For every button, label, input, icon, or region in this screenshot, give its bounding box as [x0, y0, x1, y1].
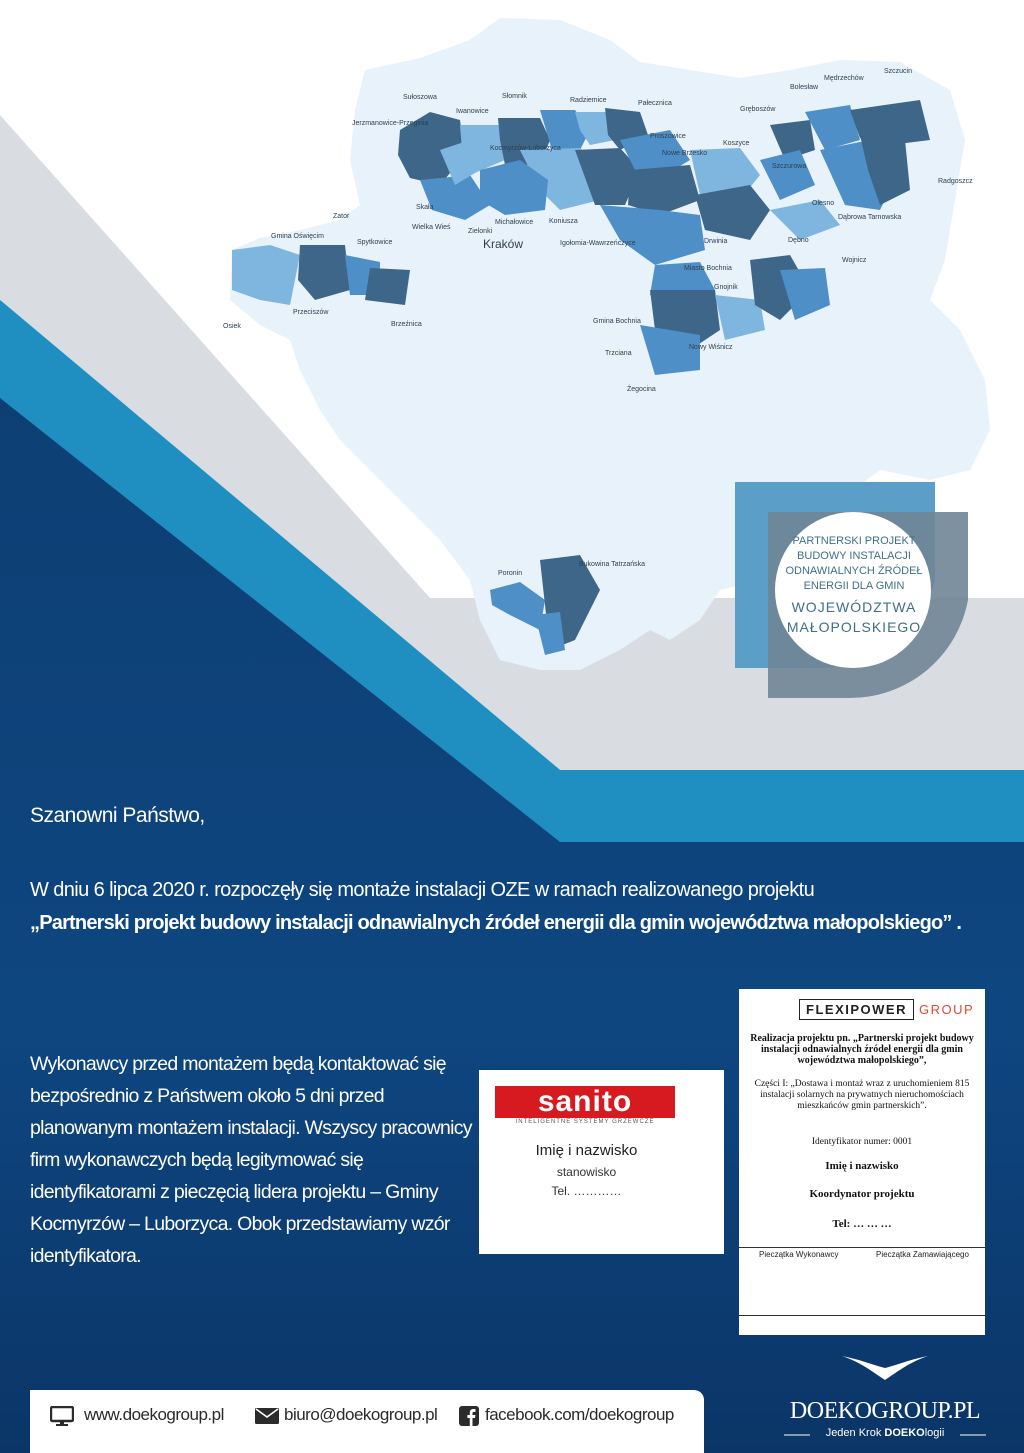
- map-label-suloszowa: Sułoszowa: [403, 94, 437, 101]
- map-label-gmina-bochnia: Gmina Bochnia: [593, 318, 641, 325]
- map-label-koszyce: Koszyce: [723, 140, 750, 147]
- map-label-szczucin: Szczucin: [884, 68, 913, 75]
- map-label-krakow: Kraków: [483, 237, 524, 251]
- intro-text: W dniu 6 lipca 2020 r. rozpoczęły się montaże instalacji OZE w ramach realizowanego projektu: [30, 879, 815, 901]
- map-label-kocmyrzow: Kocmyrzów-Luborzyca: [490, 145, 561, 152]
- map-label-szczurowa: Szczurowa: [772, 163, 807, 170]
- map-label-trzciana: Trzciana: [605, 350, 632, 357]
- card-divider-bottom: [739, 1315, 985, 1316]
- doeko-brand: DOEKOGROUP.PL: [789, 1398, 981, 1424]
- map-label-breznica: Brzeźnica: [391, 321, 422, 328]
- map-label-zator: Zator: [333, 213, 350, 220]
- contractor-paragraph: Wykonawcy przed montażem będą kontaktować się bezpośrednio z Państwem około 5 dni przed planowanym montażem instalacji. Wszyscy pracownicy firm wykonawczych będą legitymować się identyfikatorami z pieczęcią lidera projektu – Gminy Kocmyrzów – Luborzyca. Obok przedstawiamy wzór identyfikatora.: [30, 1053, 472, 1267]
- flexipower-logo: FLEXIPOWER: [799, 999, 914, 1020]
- facebook-icon: [459, 1406, 479, 1426]
- map-label-drwinia: Drwinia: [704, 238, 728, 245]
- flexipower-group-logo: GROUP: [919, 1002, 975, 1017]
- map-label-zielonki: Zielonki: [468, 228, 493, 235]
- map-label-debno: Dębno: [788, 237, 809, 244]
- tagline-pre: Jeden Krok: [825, 1427, 885, 1439]
- map-label-iwanowice: Iwanowice: [456, 108, 489, 115]
- stamp-contractor: Pieczątka Wykonawcy: [759, 1250, 839, 1259]
- map-label-radziemice: Radziemice: [570, 97, 607, 104]
- map-label-slomnik: Słomnik: [502, 93, 527, 100]
- tagline-bold: DOEKO: [884, 1427, 925, 1439]
- flexipower-id-card: [739, 989, 985, 1335]
- card-name: Imię i nazwisko: [535, 1142, 638, 1159]
- intro-paragraph: [30, 874, 990, 940]
- facebook-link[interactable]: facebook.com/doekogroup: [485, 1405, 674, 1424]
- card-divider-top: [739, 1247, 985, 1248]
- map-label-poronin: Poronin: [498, 570, 523, 577]
- map-label-miedrzechow: Mędrzechów: [824, 75, 864, 82]
- greeting: Szanowni Państwo,: [30, 804, 205, 827]
- map-label-przeciszow: Przeciszów: [293, 309, 329, 316]
- map-label-gnojnik: Gnojnik: [714, 284, 738, 291]
- map-label-zegocina: Żegocina: [627, 386, 656, 393]
- map-label-skala: Skała: [416, 204, 434, 211]
- map-label-gmina-oswiecim: Gmina Oświęcim: [271, 233, 324, 240]
- badge-line-5: WOJEWÓDZTWA: [791, 599, 917, 615]
- map-label-wojnicz: Wojnicz: [842, 257, 867, 264]
- card-part: Części I: „Dostawa i montaż wraz z uruchomieniem 815 instalacji solarnych na prywatnych nieruchomościach mieszkańców gmin partnerskich”.: [754, 1079, 970, 1111]
- sanito-logo-sub: INTELIGENTNE SYSTEMY GRZEWCZE: [515, 1119, 655, 1125]
- map-label-jerzmanowice: Jerzmanowice-Przeginia: [352, 120, 429, 127]
- badge-line-1: PARTNERSKI PROJEKT: [792, 535, 916, 547]
- card-role: Koordynator projektu: [809, 1188, 915, 1200]
- website-link[interactable]: www.doekogroup.pl: [84, 1405, 224, 1424]
- envelope-icon: [255, 1408, 279, 1424]
- card-intro: Realizacja projektu pn. „Partnerski projekt budowy instalacji odnawialnych źródeł energii dla gmin województwa małopolskiego”,: [750, 1033, 974, 1066]
- map-label-radgoszcz: Radgoszcz: [938, 178, 973, 185]
- stamp-client: Pieczątka Zamawiającego: [876, 1250, 969, 1259]
- sanito-logo: sanito: [495, 1086, 675, 1118]
- map-label-igolomia: Igołomia-Wawrzeńczyce: [560, 240, 636, 247]
- monitor-icon: [50, 1406, 74, 1426]
- map-label-nowe-brzesko: Nowe Brzesko: [662, 150, 708, 157]
- map-label-nowy-wisnicz: Nowy Wiśnicz: [689, 344, 733, 351]
- tagline-post: logii: [924, 1427, 945, 1439]
- map-label-miasto-bochnia: Miasto Bochnia: [684, 265, 732, 272]
- map-label-bukowina: Bukowina Tatrzańska: [579, 561, 646, 568]
- badge-line-2: BUDOWY INSTALACJI: [797, 550, 911, 562]
- card-tel: Tel. …………: [551, 1184, 622, 1198]
- doeko-tagline: [784, 1427, 986, 1439]
- map-label-koniusza: Koniusza: [549, 218, 578, 225]
- doeko-logo-icon: [840, 1354, 930, 1382]
- map-label-osiek: Osiek: [223, 323, 241, 330]
- sanito-id-card: [479, 1070, 724, 1254]
- map-label-dabrowa: Dąbrowa Tarnowska: [838, 214, 902, 221]
- badge-line-4: ENERGII DLA GMIN: [803, 580, 905, 592]
- map-label-greboszow: Gręboszów: [740, 106, 776, 113]
- map-label-michalowice: Michałowice: [495, 219, 534, 226]
- map-label-palecznica: Pałecznica: [638, 100, 672, 107]
- map-label-wielka-wies: Wielka Wieś: [412, 224, 451, 231]
- project-title: „Partnerski projekt budowy instalacji odnawialnych źródeł energii dla gmin województwa małopolskiego” .: [30, 912, 962, 934]
- map-label-spytkowice: Spytkowice: [357, 239, 393, 246]
- email-link[interactable]: biuro@doekogroup.pl: [284, 1405, 438, 1424]
- card-identifier: Identyfikator numer: 0001: [811, 1137, 913, 1147]
- map-label-proszowice: Proszowice: [650, 133, 686, 140]
- card-position: stanowisko: [556, 1165, 617, 1179]
- card-tel: Tel: … … …: [832, 1218, 892, 1230]
- badge-line-3: ODNAWIALNYCH ŹRÓDEŁ: [785, 565, 923, 577]
- card-name: Imię i nazwisko: [825, 1160, 899, 1172]
- map-label-boleslaw: Bolesław: [790, 84, 819, 91]
- badge-line-6: MAŁOPOLSKIEGO: [786, 619, 922, 635]
- map-label-olesno: Olesno: [812, 200, 835, 207]
